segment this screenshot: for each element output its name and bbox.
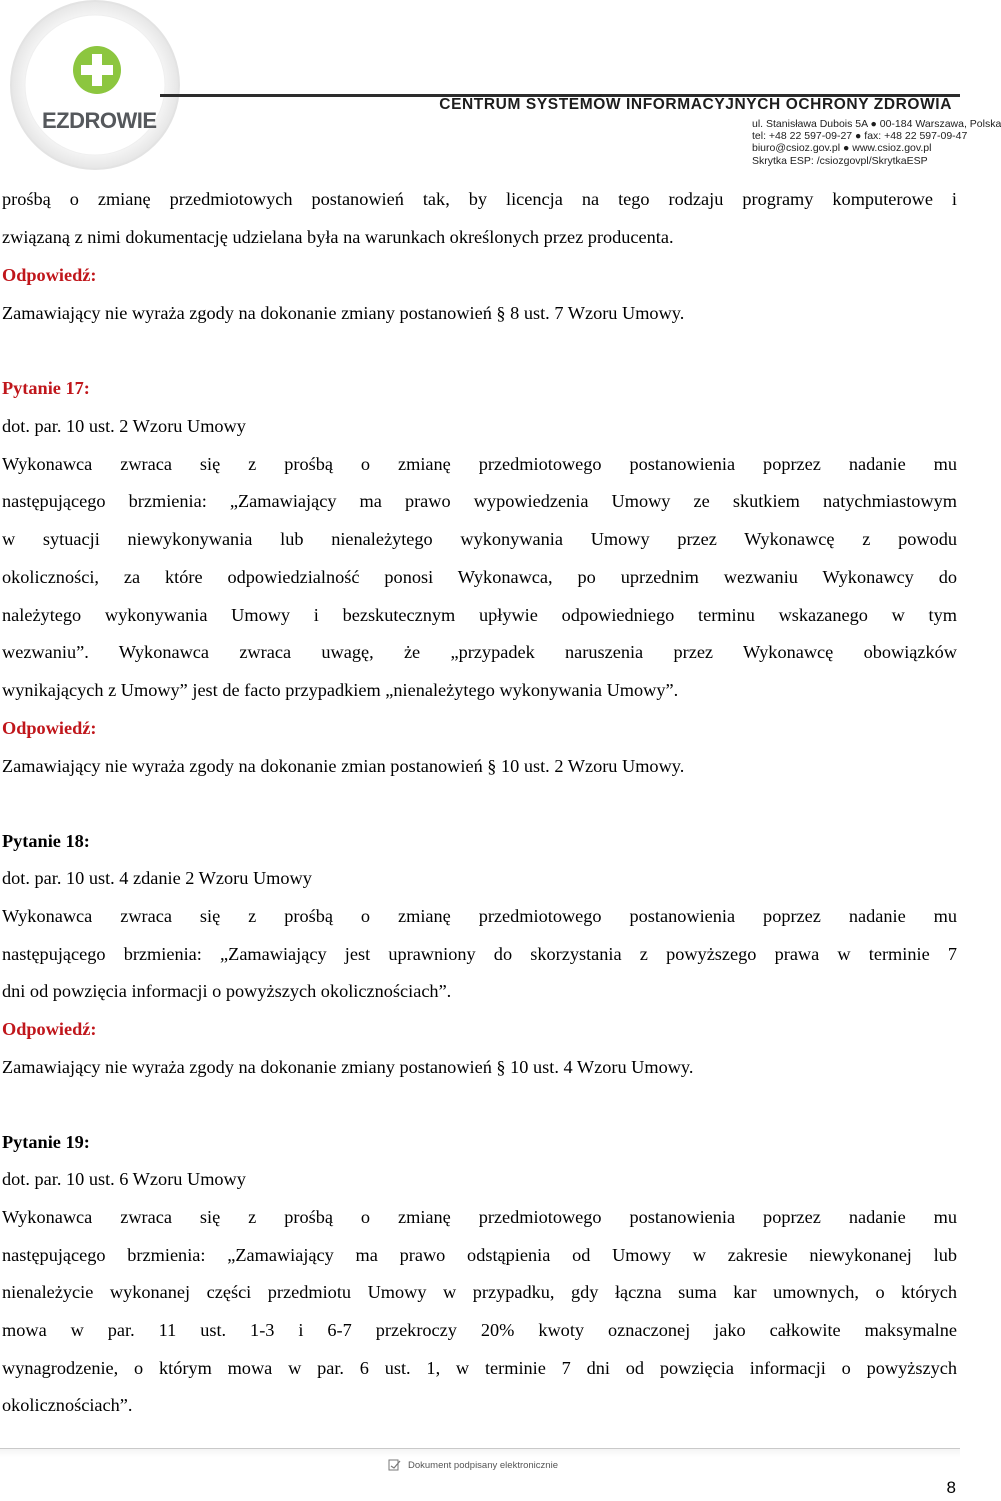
signature-notice bbox=[388, 1458, 558, 1472]
contact-phone: tel: +48 22 597-09-27 ● fax: +48 22 597-09-47 bbox=[752, 130, 968, 143]
text-line: mowa w par. 11 ust. 1-3 i 6-7 przekroczy 20% kwoty oznaczonej jako całkowite maksymalne bbox=[2, 1320, 957, 1340]
question-reference: dot. par. 10 ust. 2 Wzoru Umowy bbox=[2, 416, 246, 436]
answer-heading: Odpowiedź: bbox=[2, 718, 97, 738]
question-reference: dot. par. 10 ust. 4 zdanie 2 Wzoru Umowy bbox=[2, 868, 312, 888]
question-heading: Pytanie 18: bbox=[2, 831, 90, 851]
text-line: wezwaniu”. Wykonawca zwraca uwagę, że „przypadek naruszenia przez Wykonawcę obowiązków bbox=[2, 642, 957, 662]
question-heading: Pytanie 19: bbox=[2, 1132, 90, 1152]
text-line: Wykonawca zwraca się z prośbą o zmianę przedmiotowego postanowienia poprzez nadanie mu bbox=[2, 906, 957, 926]
answer-text: Zamawiający nie wyraża zgody na dokonanie zmiany postanowień § 10 ust. 4 Wzoru Umowy. bbox=[2, 1057, 694, 1077]
footer-divider bbox=[0, 1448, 960, 1457]
text-line: wynagrodzenie, o którym mowa w par. 6 ust. 1, w terminie 7 dni od powzięcia informacji o powyższych bbox=[2, 1358, 957, 1378]
ezdrowie-logo bbox=[0, 0, 200, 180]
text-line: następującego brzmienia: „Zamawiający jest uprawniony do skorzystania z powyższego prawa w terminie 7 bbox=[2, 944, 957, 964]
contact-address: ul. Stanisława Dubois 5A ● 00-184 Warszawa, Polska bbox=[752, 118, 1001, 130]
organization-name: CENTRUM SYSTEMÓW INFORMACYJNYCH OCHRONY ZDROWIA bbox=[439, 96, 952, 113]
text-line: związaną z nimi dokumentację udzielana była na warunkach określonych przez producenta. bbox=[2, 227, 674, 247]
text-line: okolicznościach”. bbox=[2, 1395, 133, 1415]
answer-text: Zamawiający nie wyraża zgody na dokonanie zmiany postanowień § 8 ust. 7 Wzoru Umowy. bbox=[2, 303, 685, 323]
text-line: w sytuacji niewykonywania lub nienależytego wykonywania Umowy przez Wykonawcę z powodu bbox=[2, 529, 957, 549]
answer-text: Zamawiający nie wyraża zgody na dokonanie zmian postanowień § 10 ust. 2 Wzoru Umowy. bbox=[2, 756, 685, 776]
contact-esp: Skrytka ESP: /csiozgovpl/SkrytkaESP bbox=[752, 154, 928, 167]
question-reference: dot. par. 10 ust. 6 Wzoru Umowy bbox=[2, 1169, 246, 1189]
contact-block bbox=[752, 118, 1001, 167]
page-number: 8 bbox=[946, 1478, 956, 1497]
contact-email: biuro@csioz.gov.pl ● www.csioz.gov.pl bbox=[752, 142, 932, 155]
text-line: wynikających z Umowy” jest de facto przypadkiem „nienależytego wykonywania Umowy”. bbox=[2, 680, 679, 700]
text-line: Wykonawca zwraca się z prośbą o zmianę przedmiotowego postanowienia poprzez nadanie mu bbox=[2, 454, 957, 474]
text-line: okoliczności, za które odpowiedzialność ponosi Wykonawca, po uprzednim wezwaniu Wykonawcy do bbox=[2, 567, 957, 587]
answer-heading: Odpowiedź: bbox=[2, 1019, 97, 1039]
text-line: następującego brzmienia: „Zamawiający ma prawo wypowiedzenia Umowy ze skutkiem natychmiastowym bbox=[2, 491, 957, 511]
page-header bbox=[0, 0, 1001, 180]
document-icon bbox=[388, 1459, 402, 1471]
answer-heading: Odpowiedź: bbox=[2, 265, 97, 285]
text-line: dni od powzięcia informacji o powyższych okolicznościach”. bbox=[2, 981, 452, 1001]
text-line: prośbą o zmianę przedmiotowych postanowień tak, by licencja na tego rodzaju programy komputerowe i bbox=[2, 189, 957, 209]
signature-text: Dokument podpisany elektronicznie bbox=[408, 1459, 558, 1471]
text-line: nienależycie wykonanej części przedmiotu Umowy w przypadku, gdy łączna suma kar umownych, o których bbox=[2, 1282, 957, 1302]
text-line: Wykonawca zwraca się z prośbą o zmianę przedmiotowego postanowienia poprzez nadanie mu bbox=[2, 1207, 957, 1227]
logo-graphic bbox=[0, 0, 200, 180]
text-line: należytego wykonywania Umowy i bezskutecznym upływie odpowiedniego terminu wskazanego w tym bbox=[2, 605, 957, 625]
logo-wordmark: EZDROWIE bbox=[42, 108, 157, 133]
text-line: następującego brzmienia: „Zamawiający ma prawo odstąpienia od Umowy w zakresie niewykonanej lub bbox=[2, 1245, 957, 1265]
question-heading: Pytanie 17: bbox=[2, 378, 90, 398]
